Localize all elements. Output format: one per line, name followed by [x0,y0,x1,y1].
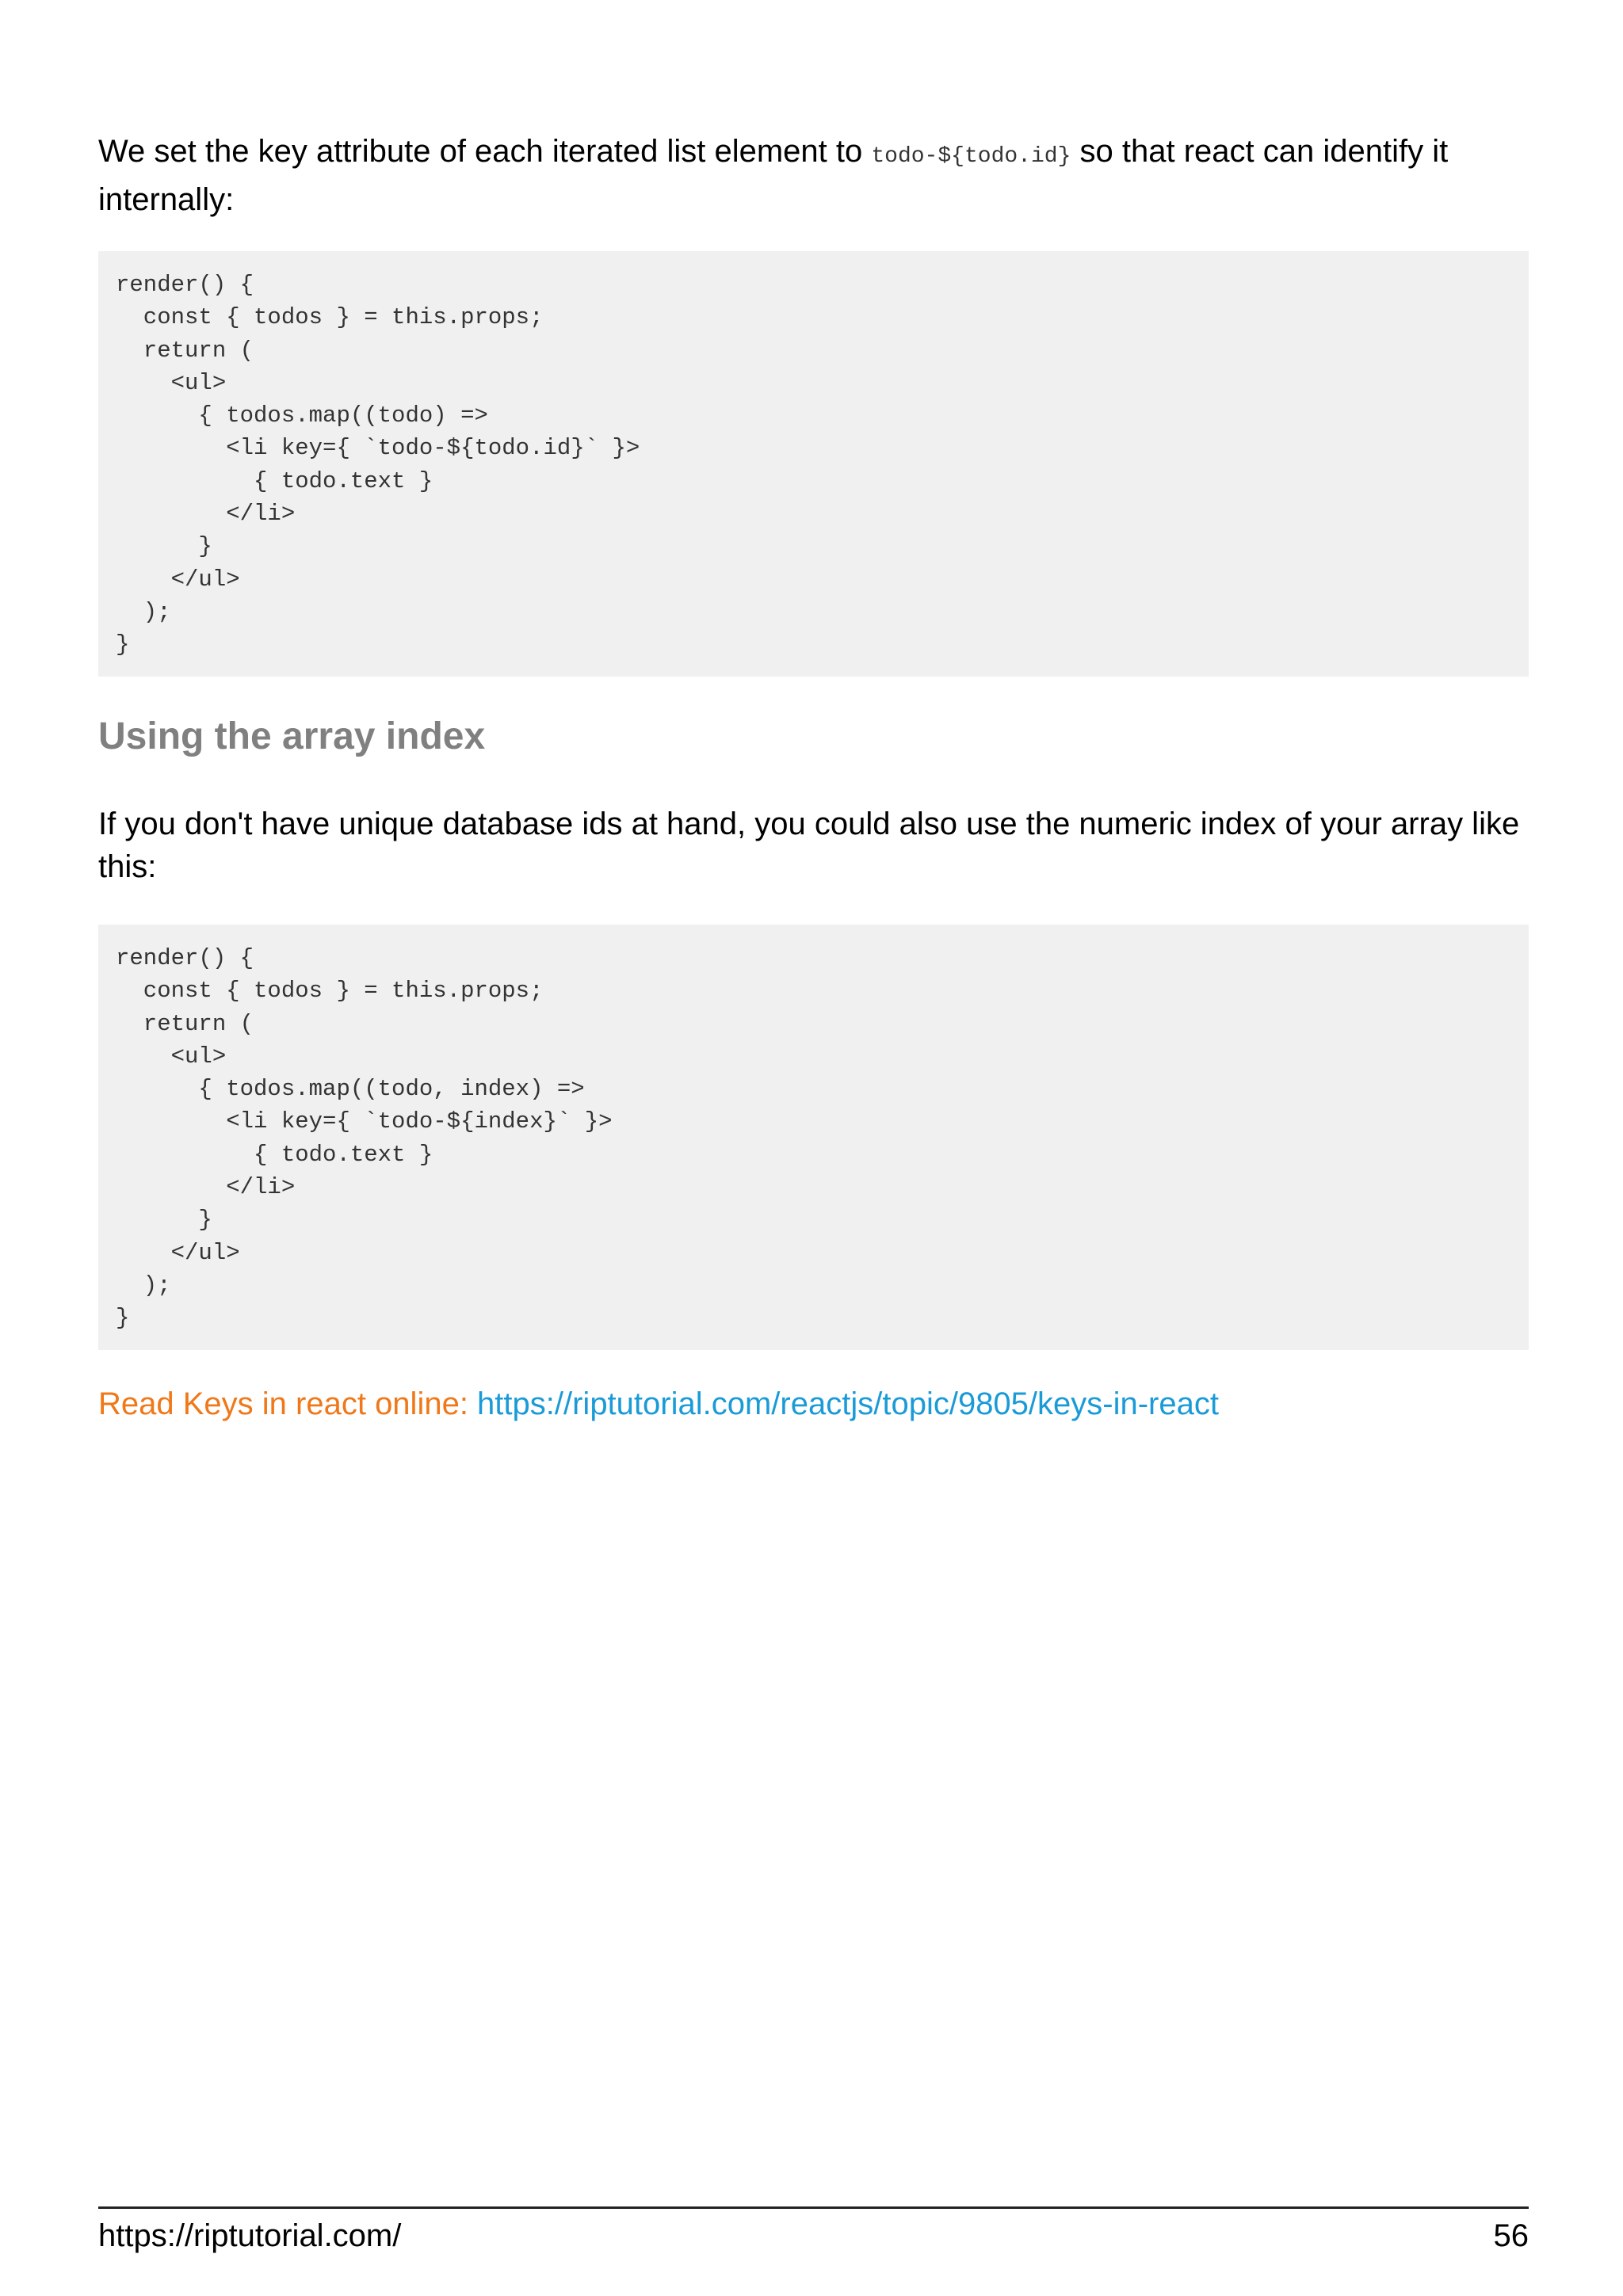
page-number: 56 [1493,2218,1529,2253]
code-line: <li key={ `todo-${todo.id}` }> [116,435,640,462]
code-line: <ul> [116,1043,227,1070]
code-line: } [116,533,212,560]
code-line: return ( [116,337,254,364]
code-block-keys-by-id [98,251,1529,677]
inline-code: todo-${todo.id} [871,144,1071,169]
array-index-paragraph: If you don't have unique database ids at hand, you could also use the numeric index of your array like this: [98,807,1520,884]
code-line: <ul> [116,369,227,396]
intro-paragraph [98,130,1529,221]
code-block-keys-by-index [98,925,1529,1350]
code-line: } [116,631,130,658]
code-line: return ( [116,1010,254,1037]
code-line: { todos.map((todo) => [116,402,488,429]
code-line: const { todos } = this.props; [116,978,544,1005]
code-line: ); [116,1272,171,1299]
code-line: <li key={ `todo-${index}` }> [116,1108,613,1135]
code-line: render() { [116,272,254,298]
code-line: ); [116,598,171,625]
code-line: { todos.map((todo, index) => [116,1076,585,1103]
section-heading: Using the array index [98,715,486,757]
read-online-link[interactable]: https://riptutorial.com/reactjs/topic/9805/keys-in-react [477,1386,1219,1421]
code-line: { todo.text } [116,467,433,494]
intro-text-before: We set the key attribute of each iterated list element to [98,134,872,169]
code-line: render() { [116,945,254,971]
code-line: } [116,1207,212,1234]
code-line: </ul> [116,1239,240,1266]
code-line: } [116,1305,130,1332]
intro-text-after: so that react can identify it internally: [98,134,1449,217]
footer-site-url: https://riptutorial.com/ [98,2218,402,2253]
code-line: { todo.text } [116,1141,433,1168]
footer-divider [98,2206,1529,2209]
code-line: const { todos } = this.props; [116,304,544,331]
read-online-line [98,1383,1219,1425]
code-line: </li> [116,501,296,528]
code-line: </ul> [116,566,240,593]
code-line: </li> [116,1174,296,1201]
read-online-label: Read Keys in react online: [98,1386,478,1421]
